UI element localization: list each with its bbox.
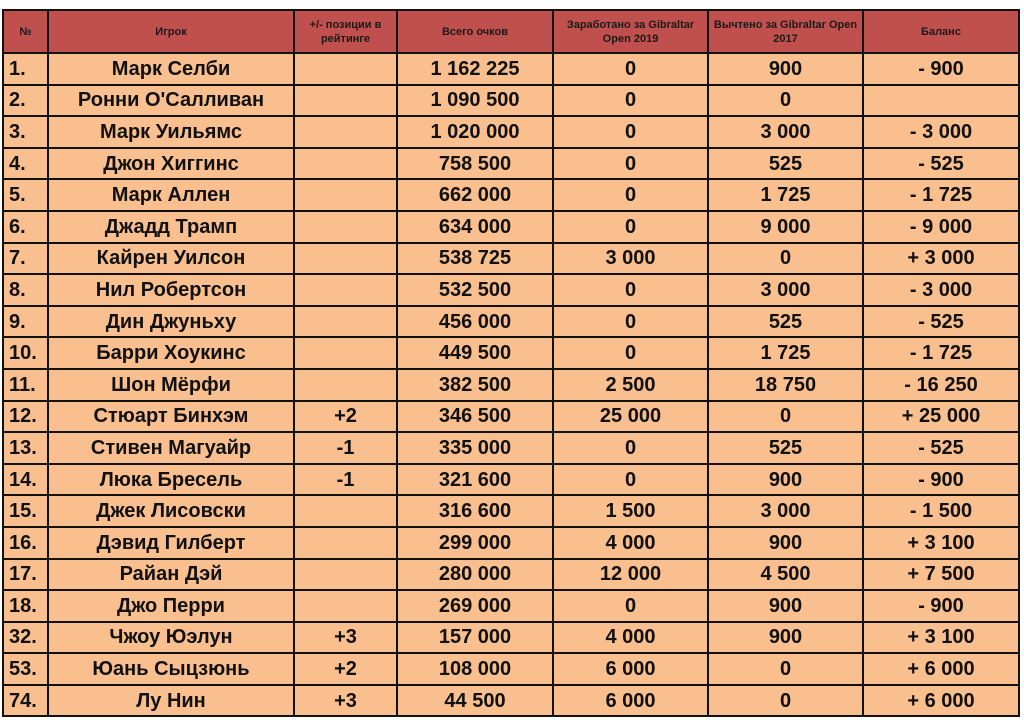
earned-2019-cell: 0 [553,179,708,211]
balance-cell: + 7 500 [863,559,1019,591]
position-change-cell: -1 [294,464,397,496]
position-change-cell [294,306,397,338]
balance-cell: + 6 000 [863,653,1019,685]
player-name-cell: Джек Лисовски [48,495,294,527]
table-row [3,116,1019,148]
total-points-cell: 1 020 000 [397,116,553,148]
balance-cell: + 6 000 [863,685,1019,717]
earned-2019-cell: 0 [553,432,708,464]
player-name-cell: Марк Аллен [48,179,294,211]
earned-2019-cell: 0 [553,590,708,622]
rank-cell: 13. [3,432,48,464]
player-name-cell: Юань Сыцзюнь [48,653,294,685]
total-points-cell: 44 500 [397,685,553,717]
position-change-cell [294,495,397,527]
rank-cell: 14. [3,464,48,496]
balance-cell: - 1 500 [863,495,1019,527]
position-change-cell [294,369,397,401]
player-name-cell: Лу Нин [48,685,294,717]
deducted-2017-cell: 900 [708,53,863,85]
player-name-cell: Стивен Магуайр [48,432,294,464]
rank-cell: 12. [3,401,48,433]
player-name-cell: Дэвид Гилберт [48,527,294,559]
position-change-cell [294,179,397,211]
player-name-cell: Джо Перри [48,590,294,622]
balance-cell: - 900 [863,464,1019,496]
balance-cell: - 16 250 [863,369,1019,401]
deducted-2017-cell: 0 [708,653,863,685]
table-row [3,559,1019,591]
rank-cell: 6. [3,211,48,243]
balance-cell: - 525 [863,432,1019,464]
position-change-cell [294,590,397,622]
position-change-cell [294,559,397,591]
rank-cell: 8. [3,274,48,306]
earned-2019-cell: 1 500 [553,495,708,527]
balance-cell: - 3 000 [863,116,1019,148]
total-points-cell: 449 500 [397,337,553,369]
balance-cell: + 3 000 [863,243,1019,275]
earned-2019-cell: 0 [553,116,708,148]
total-points-cell: 269 000 [397,590,553,622]
deducted-2017-cell: 4 500 [708,559,863,591]
player-name-cell: Люка Бресель [48,464,294,496]
earned-2019-cell: 3 000 [553,243,708,275]
position-change-cell [294,148,397,180]
position-change-cell [294,337,397,369]
balance-cell: - 525 [863,148,1019,180]
rank-cell: 16. [3,527,48,559]
position-change-cell [294,527,397,559]
total-points-cell: 321 600 [397,464,553,496]
rank-cell: 4. [3,148,48,180]
player-name-cell: Марк Уильямс [48,116,294,148]
header-earned-2019: Заработано за Gibraltar Open 2019 [553,10,708,53]
earned-2019-cell: 0 [553,306,708,338]
ranking-table-container [2,9,1020,717]
balance-cell: - 9 000 [863,211,1019,243]
total-points-cell: 108 000 [397,653,553,685]
earned-2019-cell: 0 [553,274,708,306]
deducted-2017-cell: 3 000 [708,495,863,527]
position-change-cell [294,274,397,306]
table-row [3,179,1019,211]
position-change-cell: +2 [294,653,397,685]
table-row [3,211,1019,243]
position-change-cell: +2 [294,401,397,433]
total-points-cell: 280 000 [397,559,553,591]
balance-cell: + 3 100 [863,527,1019,559]
deducted-2017-cell: 1 725 [708,179,863,211]
player-name-cell: Нил Робертсон [48,274,294,306]
table-row [3,464,1019,496]
rank-cell: 2. [3,85,48,117]
rank-cell: 18. [3,590,48,622]
balance-cell: - 1 725 [863,179,1019,211]
deducted-2017-cell: 525 [708,432,863,464]
deducted-2017-cell: 900 [708,527,863,559]
total-points-cell: 538 725 [397,243,553,275]
earned-2019-cell: 0 [553,148,708,180]
deducted-2017-cell: 0 [708,685,863,717]
deducted-2017-cell: 9 000 [708,211,863,243]
table-row [3,274,1019,306]
earned-2019-cell: 0 [553,85,708,117]
player-name-cell: Джон Хиггинс [48,148,294,180]
position-change-cell [294,53,397,85]
earned-2019-cell: 6 000 [553,653,708,685]
total-points-cell: 335 000 [397,432,553,464]
player-name-cell: Барри Хоукинс [48,337,294,369]
total-points-cell: 532 500 [397,274,553,306]
deducted-2017-cell: 900 [708,622,863,654]
table-row [3,85,1019,117]
rank-cell: 5. [3,179,48,211]
table-row [3,337,1019,369]
deducted-2017-cell: 525 [708,306,863,338]
earned-2019-cell: 0 [553,464,708,496]
total-points-cell: 758 500 [397,148,553,180]
earned-2019-cell: 25 000 [553,401,708,433]
total-points-cell: 346 500 [397,401,553,433]
position-change-cell [294,116,397,148]
earned-2019-cell: 4 000 [553,622,708,654]
table-header-row [3,10,1019,53]
deducted-2017-cell: 3 000 [708,274,863,306]
rank-cell: 9. [3,306,48,338]
rank-cell: 15. [3,495,48,527]
position-change-cell [294,211,397,243]
header-balance: Баланс [863,10,1019,53]
deducted-2017-cell: 900 [708,590,863,622]
earned-2019-cell: 0 [553,211,708,243]
table-row [3,369,1019,401]
deducted-2017-cell: 525 [708,148,863,180]
balance-cell: - 525 [863,306,1019,338]
ranking-table [2,9,1020,717]
position-change-cell [294,243,397,275]
table-row [3,495,1019,527]
total-points-cell: 634 000 [397,211,553,243]
deducted-2017-cell: 900 [708,464,863,496]
total-points-cell: 1 162 225 [397,53,553,85]
table-row [3,622,1019,654]
rank-cell: 3. [3,116,48,148]
deducted-2017-cell: 0 [708,243,863,275]
rank-cell: 1. [3,53,48,85]
rank-cell: 17. [3,559,48,591]
table-row [3,653,1019,685]
earned-2019-cell: 0 [553,337,708,369]
position-change-cell [294,85,397,117]
balance-cell: - 3 000 [863,274,1019,306]
player-name-cell: Кайрен Уилсон [48,243,294,275]
player-name-cell: Джадд Трамп [48,211,294,243]
earned-2019-cell: 4 000 [553,527,708,559]
rank-cell: 7. [3,243,48,275]
player-name-cell: Дин Джуньху [48,306,294,338]
total-points-cell: 456 000 [397,306,553,338]
balance-cell: - 900 [863,590,1019,622]
deducted-2017-cell: 0 [708,401,863,433]
earned-2019-cell: 6 000 [553,685,708,717]
deducted-2017-cell: 18 750 [708,369,863,401]
deducted-2017-cell: 0 [708,85,863,117]
table-row [3,685,1019,717]
position-change-cell: +3 [294,622,397,654]
position-change-cell: -1 [294,432,397,464]
total-points-cell: 1 090 500 [397,85,553,117]
player-name-cell: Ронни О'Салливан [48,85,294,117]
rank-cell: 10. [3,337,48,369]
table-row [3,53,1019,85]
table-row [3,590,1019,622]
table-row [3,432,1019,464]
rank-cell: 74. [3,685,48,717]
header-position-change: +/- позиции в рейтинге [294,10,397,53]
balance-cell: + 3 100 [863,622,1019,654]
rank-cell: 32. [3,622,48,654]
player-name-cell: Стюарт Бинхэм [48,401,294,433]
table-row [3,306,1019,338]
rank-cell: 53. [3,653,48,685]
table-row [3,148,1019,180]
table-row [3,401,1019,433]
header-player: Игрок [48,10,294,53]
balance-cell: + 25 000 [863,401,1019,433]
deducted-2017-cell: 1 725 [708,337,863,369]
earned-2019-cell: 2 500 [553,369,708,401]
player-name-cell: Шон Мёрфи [48,369,294,401]
balance-cell [863,85,1019,117]
earned-2019-cell: 12 000 [553,559,708,591]
total-points-cell: 157 000 [397,622,553,654]
rank-cell: 11. [3,369,48,401]
position-change-cell: +3 [294,685,397,717]
earned-2019-cell: 0 [553,53,708,85]
total-points-cell: 662 000 [397,179,553,211]
total-points-cell: 316 600 [397,495,553,527]
deducted-2017-cell: 3 000 [708,116,863,148]
header-rank: № [3,10,48,53]
player-name-cell: Чжоу Юэлун [48,622,294,654]
player-name-cell: Марк Селби [48,53,294,85]
balance-cell: - 1 725 [863,337,1019,369]
balance-cell: - 900 [863,53,1019,85]
player-name-cell: Райан Дэй [48,559,294,591]
total-points-cell: 299 000 [397,527,553,559]
table-row [3,243,1019,275]
header-total-points: Всего очков [397,10,553,53]
total-points-cell: 382 500 [397,369,553,401]
table-row [3,527,1019,559]
header-deducted-2017: Вычтено за Gibraltar Open 2017 [708,10,863,53]
